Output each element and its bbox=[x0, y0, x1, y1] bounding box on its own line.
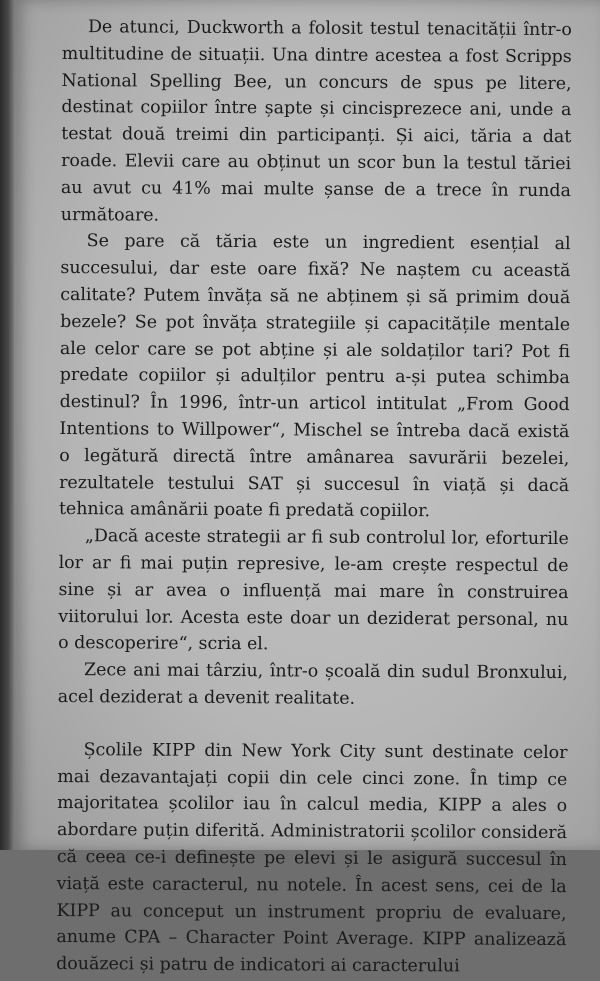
paragraph-kipp-schools: Școlile KIPP din New York City sunt destinate celor mai dezavantajați copii din cele cinci zone. În timp ce majoritatea școlilor iau în calcul media, KIPP a ales o abordare puțin diferită. Administratorii școlilor consideră că ceea ce-i definește pe elevi și le asigură succesul în viață este caracterul, nu notele. În acest sens, cei de la KIPP au conceput un instrument propriu de evaluare, anume CPA – Character Point Average. KIPP analizează douăzeci și patru de indicatori ai caracterului bbox=[56, 739, 568, 977]
page-text bbox=[56, 14, 572, 981]
book-page bbox=[14, 0, 600, 977]
paragraph-bronx-school: Zece ani mai târziu, într-o școală din sudul Bronxului, acel deziderat a devenit realitate. bbox=[57, 660, 569, 709]
book-binding-shadow bbox=[0, 0, 14, 850]
paragraph-duckworth-test: De atunci, Duckworth a folosit testul tenacității într-o multitudine de situații. Una dintre acestea a fost Scripps National Spelling Bee, un concurs de spus pe litere, destinat copiilor între șapte și cincisprezece ani, unde a testat două treimi din participanți. Și aici, tăria a dat roade. Elevii care au obținut un scor bun la testul tăriei au avut cu 41% mai multe șanse de a trece în runda următoare. bbox=[60, 17, 572, 226]
paragraph-is-grit-fixed: Se pare că tăria este un ingredient esențial al succesului, dar este oare fixă? Ne naștem cu această calitate? Putem învăța să ne abținem și să primim două bezele? Se pot învăța strategiile și capacitățile mentale ale celor care se pot abține și ale soldaților tari? Pot fi predate copiilor și adulților pentru a-și putea schimba destinul? În 1996, într-un articol intitulat „From Good Intentions to Willpower“, Mischel se întreba dacă există o legătură directă între amânarea savurării bezelei, rezultatele testului SAT și succesul în viață și dacă tehnica amânării poate fi predată copiilor. bbox=[58, 231, 571, 522]
paragraph-mischel-quote: „Dacă aceste strategii ar fi sub controlul lor, eforturile lor ar fi mai puțin represive, le-am crește respectul de sine și ar avea o influență mai mare în construirea viitorului lor. Acesta este doar un deziderat personal, nu o descoperire“, scria el. bbox=[58, 526, 569, 655]
